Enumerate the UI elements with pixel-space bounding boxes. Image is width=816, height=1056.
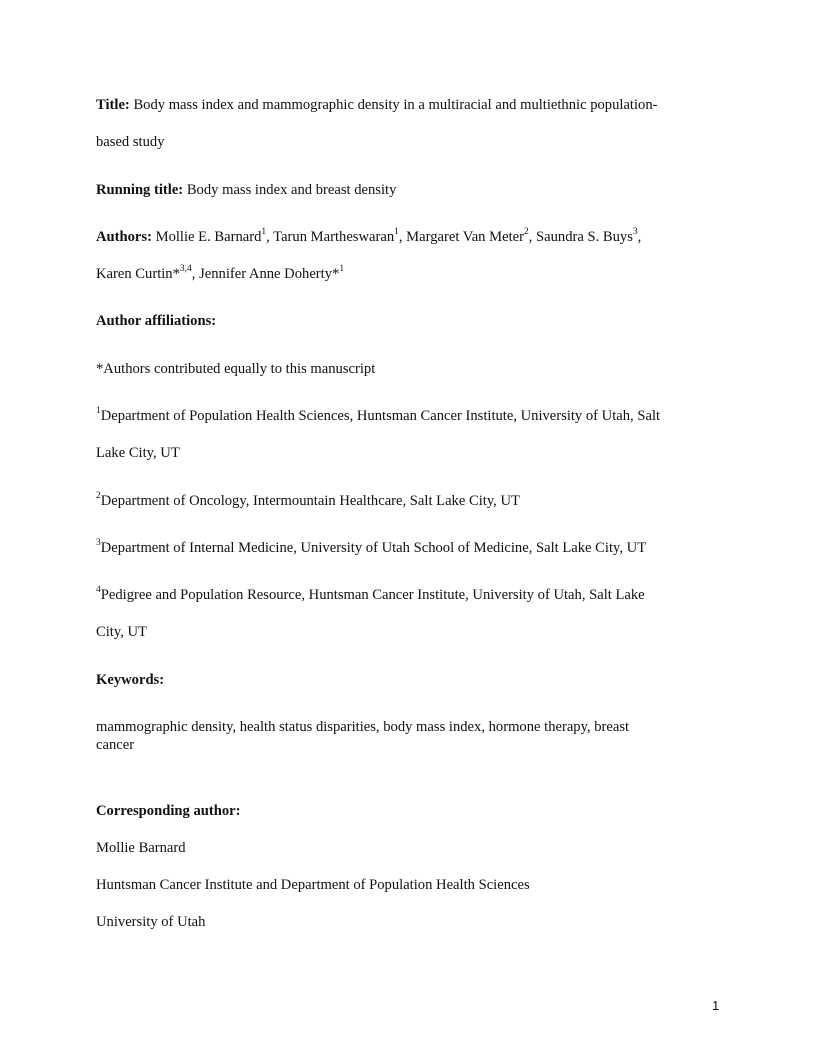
equal-contribution-note: *Authors contributed equally to this manuscript: [96, 361, 376, 377]
running-title: [96, 181, 396, 199]
affiliation-mark: 4: [96, 585, 101, 596]
affiliation-3: [96, 539, 646, 557]
title-label: Title:: [96, 97, 130, 113]
author-name: , Jennifer Anne Doherty*: [191, 266, 340, 282]
author-affiliation-mark: 1: [339, 264, 345, 275]
affiliation-mark: 2: [96, 491, 101, 502]
keywords-label: Keywords:: [96, 672, 165, 688]
keywords-line-1: mammographic density, health status disparities, body mass index, hormone therapy, breast: [96, 719, 630, 735]
corresponding-author-name: Mollie Barnard: [96, 840, 186, 856]
authors-line-1: [96, 228, 641, 246]
affiliation-1-line-1: [96, 407, 660, 425]
affiliations-label: Author affiliations:: [96, 313, 217, 329]
author-name: Karen Curtin*: [96, 266, 180, 282]
affiliation-text: Department of Population Health Sciences, Huntsman Cancer Institute, University of Utah, Salt: [100, 408, 661, 424]
title-line-1: [96, 96, 658, 114]
running-title-label: Running title:: [96, 182, 184, 198]
corresponding-author-institution: Huntsman Cancer Institute and Department of Population Health Sciences: [96, 877, 530, 893]
title-text-1: Body mass index and mammographic density in a multiracial and multiethnic population-: [133, 97, 658, 113]
author-affiliation-mark: 1: [261, 227, 267, 238]
affiliation-1-line-2: Lake City, UT: [96, 445, 180, 461]
title-line-2: [96, 133, 165, 151]
running-title-text: Body mass index and breast density: [186, 182, 397, 198]
corresponding-author-label: Corresponding author:: [96, 803, 241, 819]
author-separator: ,: [637, 229, 642, 245]
affiliation-4-line-2: City, UT: [96, 624, 147, 640]
affiliation-2: [96, 492, 520, 510]
affiliation-text: Department of Internal Medicine, University of Utah School of Medicine, Salt Lake City, UT: [100, 540, 647, 556]
affiliation-4-line-1: [96, 586, 645, 604]
author-affiliation-mark: 3: [632, 227, 638, 238]
authors-label: Authors:: [96, 229, 152, 245]
author-name: , Saundra S. Buys: [528, 229, 633, 245]
affiliation-mark: 3: [96, 538, 101, 549]
author-affiliation-mark: 3,4: [179, 264, 192, 275]
affiliation-text: Pedigree and Population Resource, Huntsman Cancer Institute, University of Utah, Salt Lake: [100, 587, 645, 603]
author-name: Mollie E. Barnard: [155, 229, 262, 245]
affiliation-text: Department of Oncology, Intermountain Healthcare, Salt Lake City, UT: [100, 493, 520, 509]
corresponding-author-university: University of Utah: [96, 914, 206, 930]
author-name: , Margaret Van Meter: [398, 229, 524, 245]
author-affiliation-mark: 1: [394, 227, 399, 238]
keywords-line-2: cancer: [96, 737, 135, 753]
author-affiliation-mark: 2: [523, 227, 529, 238]
authors-line-2: [96, 265, 344, 283]
title-text-2: based study: [96, 134, 165, 150]
author-name: , Tarun Martheswaran: [266, 229, 395, 245]
affiliation-mark: 1: [96, 406, 101, 417]
page-number: 1: [712, 998, 720, 1013]
